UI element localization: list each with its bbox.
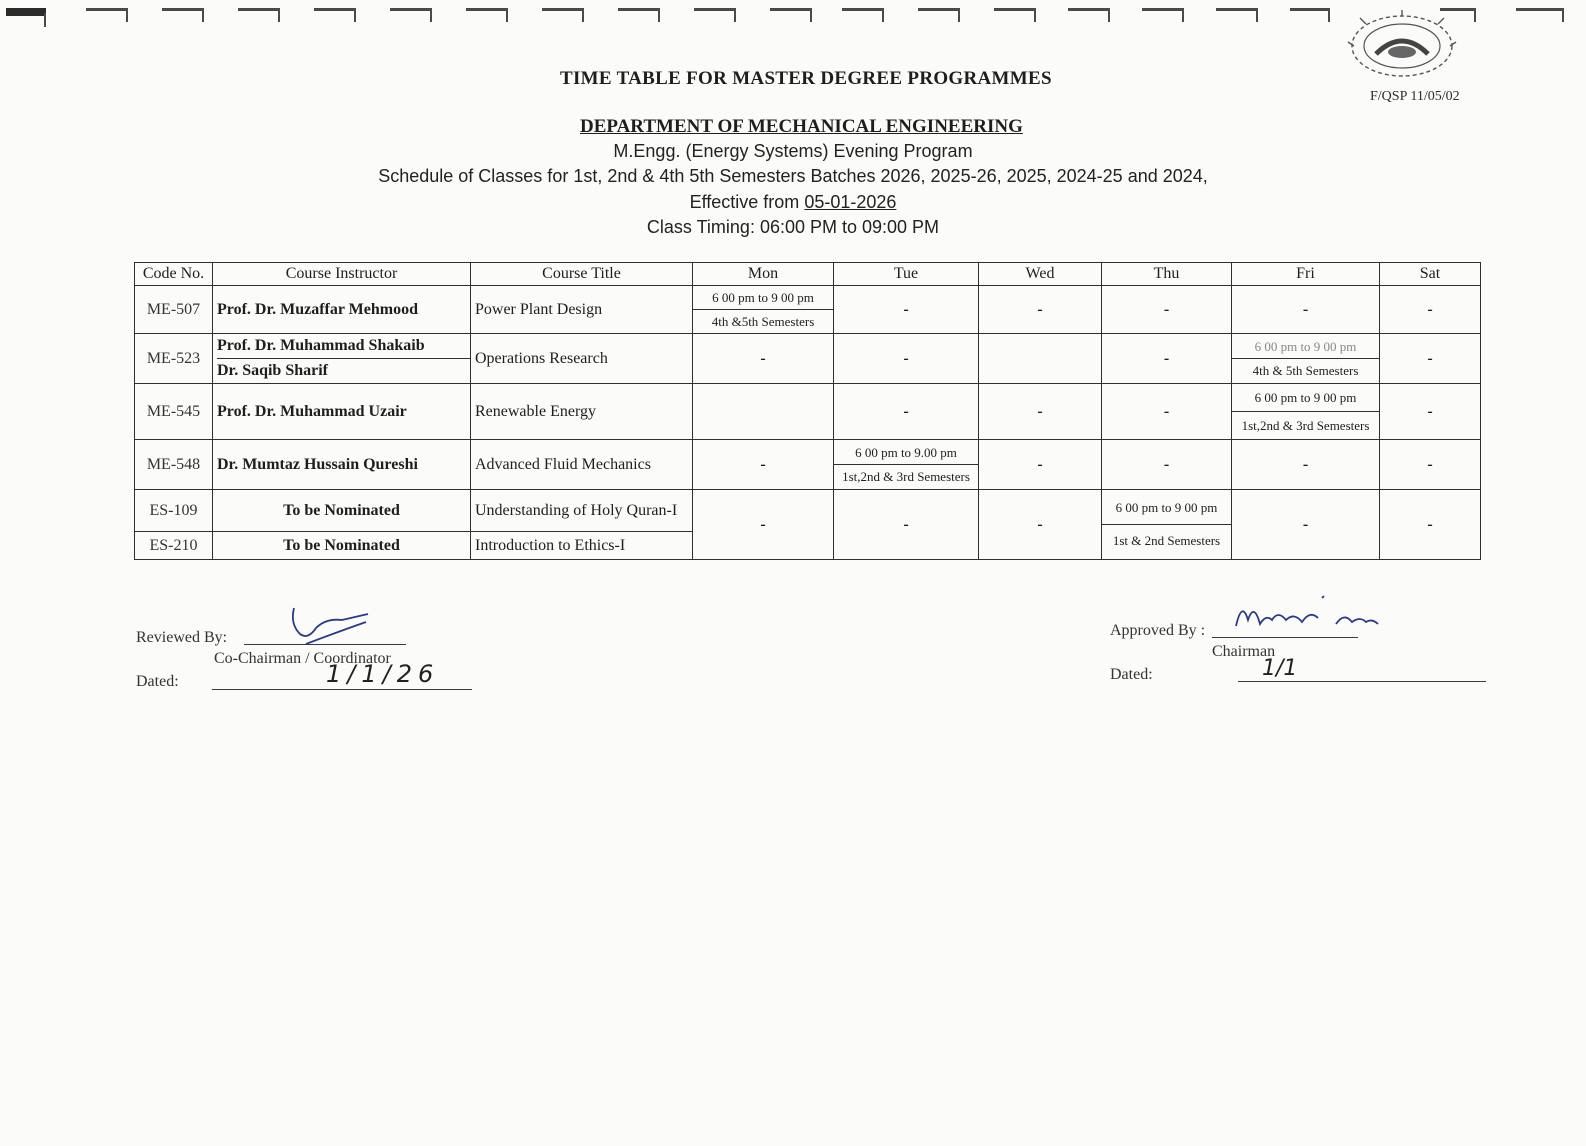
slot-sat: - xyxy=(1380,490,1481,560)
slot-wed: - xyxy=(979,286,1102,334)
slot-tue: - xyxy=(834,490,979,560)
course-instructor: Prof. Dr. Muzaffar Mehmood xyxy=(213,286,471,334)
slot-sat: - xyxy=(1380,384,1481,440)
table-row xyxy=(135,384,1481,440)
slot-wed: - xyxy=(979,490,1102,560)
slot-thu xyxy=(1102,490,1232,560)
reviewed-by-label: Reviewed By: xyxy=(136,629,228,646)
course-title: Introduction to Ethics-I xyxy=(471,532,693,560)
edge-mark xyxy=(466,8,508,25)
effective-from xyxy=(0,192,1586,213)
col-instructor: Course Instructor xyxy=(213,263,471,286)
edge-mark xyxy=(994,8,1036,25)
slot-tue: - xyxy=(834,334,979,384)
edge-mark xyxy=(1290,8,1330,25)
slot-mon: - xyxy=(693,490,834,560)
slot-sat: - xyxy=(1380,334,1481,384)
slot-tue: - xyxy=(834,384,979,440)
col-thu: Thu xyxy=(1102,263,1232,286)
course-instructor: Prof. Dr. Muhammad Shakaib xyxy=(217,337,425,354)
edge-mark xyxy=(694,8,736,25)
program-name: M.Engg. (Energy Systems) Evening Program xyxy=(613,141,973,161)
slot-fri xyxy=(1232,384,1380,440)
approved-date: 1/1 xyxy=(1262,656,1298,681)
department-name: DEPARTMENT OF MECHANICAL ENGINEERING xyxy=(580,116,1023,137)
table-header-row xyxy=(135,263,1481,286)
col-wed: Wed xyxy=(979,263,1102,286)
edge-mark xyxy=(542,8,584,25)
table-row xyxy=(135,440,1481,490)
course-instructor: To be Nominated xyxy=(213,490,471,532)
class-timing: Class Timing: 06:00 PM to 09:00 PM xyxy=(646,217,940,237)
course-code: ME-523 xyxy=(135,334,213,384)
university-seal-icon xyxy=(1346,8,1458,80)
edge-mark xyxy=(314,8,356,25)
edge-mark xyxy=(770,8,812,25)
slot-mon: - xyxy=(693,334,834,384)
slot-semesters: 4th &5th Semesters xyxy=(693,309,833,333)
reviewer-role: Co-Chairman / Coordinator xyxy=(214,650,391,667)
effective-date: 05-01-2026 xyxy=(804,192,897,212)
reviewer-signature-icon xyxy=(286,604,376,648)
course-title: Advanced Fluid Mechanics xyxy=(471,440,693,490)
slot-fri: - xyxy=(1232,440,1380,490)
course-title: Understanding of Holy Quran-I xyxy=(471,490,693,532)
slot-mon xyxy=(693,384,834,440)
slot-semesters: 1st & 2nd Semesters xyxy=(1102,524,1231,557)
approver-signature-icon xyxy=(1232,590,1382,638)
course-instructor: Dr. Saqib Sharif xyxy=(217,358,470,383)
course-code: ES-210 xyxy=(135,532,213,560)
slot-fri xyxy=(1232,334,1380,384)
slot-time: 6 00 pm to 9 00 pm xyxy=(712,290,814,305)
slot-tue: - xyxy=(834,286,979,334)
slot-time: 6 00 pm to 9 00 pm xyxy=(1115,500,1218,515)
slot-thu: - xyxy=(1102,384,1232,440)
col-title: Course Title xyxy=(471,263,693,286)
slot-fri: - xyxy=(1232,490,1380,560)
slot-semesters: 1st,2nd & 3rd Semesters xyxy=(834,464,978,488)
slot-thu: - xyxy=(1102,286,1232,334)
edge-mark xyxy=(6,8,46,30)
edge-mark xyxy=(1142,8,1184,25)
edge-mark xyxy=(618,8,660,25)
approved-by-label: Approved By : xyxy=(1110,622,1206,639)
slot-semesters: 1st,2nd & 3rd Semesters xyxy=(1232,411,1379,439)
slot-time: 6 00 pm to 9.00 pm xyxy=(855,445,957,460)
slot-thu: - xyxy=(1102,440,1232,490)
edge-mark xyxy=(1068,8,1110,25)
slot-sat: - xyxy=(1380,440,1481,490)
col-mon: Mon xyxy=(693,263,834,286)
slot-tue xyxy=(834,440,979,490)
col-sat: Sat xyxy=(1380,263,1481,286)
table-row xyxy=(135,286,1481,334)
col-tue: Tue xyxy=(834,263,979,286)
slot-wed: - xyxy=(979,440,1102,490)
slot-mon xyxy=(693,286,834,334)
effective-label: Effective from xyxy=(689,192,800,212)
table-row xyxy=(135,490,1481,532)
course-instructor: To be Nominated xyxy=(213,532,471,560)
reviewed-date: 1/1/26 xyxy=(326,660,440,688)
form-code: F/QSP 11/05/02 xyxy=(1370,89,1460,104)
edge-mark xyxy=(86,8,128,25)
slot-time: 6 00 pm to 9 00 pm xyxy=(1254,339,1357,354)
page-title: TIME TABLE FOR MASTER DEGREE PROGRAMMES xyxy=(560,68,1052,89)
course-instructor: Prof. Dr. Muhammad Uzair xyxy=(213,384,471,440)
slot-time: 6 00 pm to 9 00 pm xyxy=(1254,390,1357,405)
slot-wed: - xyxy=(979,384,1102,440)
approver-role: Chairman xyxy=(1212,643,1276,660)
slot-mon: - xyxy=(693,440,834,490)
slot-fri: - xyxy=(1232,286,1380,334)
course-title: Power Plant Design xyxy=(471,286,693,334)
slot-sat: - xyxy=(1380,286,1481,334)
edge-mark xyxy=(162,8,204,25)
reviewed-dated-label: Dated: xyxy=(136,673,179,690)
course-title: Operations Research xyxy=(471,334,693,384)
schedule-description: Schedule of Classes for 1st, 2nd & 4th 5th Semesters Batches 2026, 2025-26, 2025, 2024-25 and 2024, xyxy=(378,166,1208,186)
course-code: ME-507 xyxy=(135,286,213,334)
approved-dated-label: Dated: xyxy=(1110,666,1153,683)
table-row xyxy=(135,334,1481,384)
course-code: ME-545 xyxy=(135,384,213,440)
col-fri: Fri xyxy=(1232,263,1380,286)
course-title: Renewable Energy xyxy=(471,384,693,440)
edge-mark xyxy=(842,8,884,25)
approved-date-line xyxy=(1238,681,1486,682)
course-instructor: Dr. Mumtaz Hussain Qureshi xyxy=(213,440,471,490)
course-instructors xyxy=(213,334,471,384)
edge-mark xyxy=(1216,8,1258,25)
slot-semesters: 4th & 5th Semesters xyxy=(1232,358,1379,382)
edge-mark xyxy=(918,8,960,25)
col-code: Code No. xyxy=(135,263,213,286)
reviewed-date-line xyxy=(212,689,472,690)
slot-wed xyxy=(979,334,1102,384)
edge-mark xyxy=(390,8,432,25)
timetable xyxy=(134,262,1481,560)
edge-mark xyxy=(1516,8,1564,25)
course-code: ME-548 xyxy=(135,440,213,490)
course-code: ES-109 xyxy=(135,490,213,532)
slot-thu: - xyxy=(1102,334,1232,384)
edge-mark xyxy=(238,8,280,25)
